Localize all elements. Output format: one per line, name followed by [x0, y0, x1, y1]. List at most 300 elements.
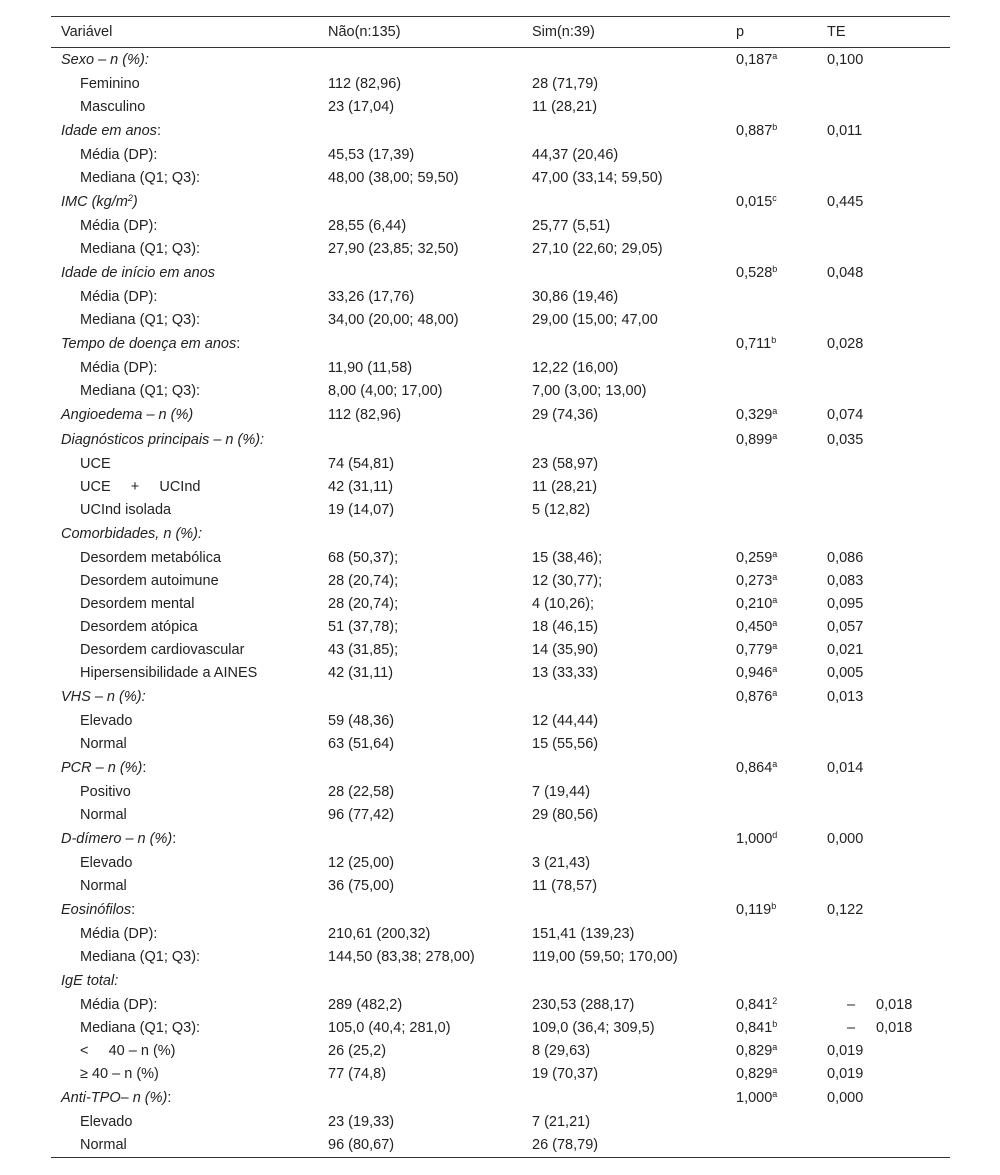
table-row [51, 733, 950, 756]
group-label-colon: : [156, 123, 161, 139]
cell-p [726, 994, 817, 1017]
cell-variable [51, 261, 318, 286]
cell-nao: 36 (75,00) [328, 878, 395, 894]
row-label: Feminino [80, 76, 140, 92]
table-row [51, 804, 950, 827]
p-value: 0,259 [736, 550, 773, 566]
cell-variable [51, 499, 318, 522]
cell-te [817, 380, 950, 403]
cell-nao [318, 685, 522, 710]
cell-variable [51, 570, 318, 593]
cell-sim: 4 (10,26); [532, 596, 595, 612]
table-group-row [51, 119, 950, 144]
row-label: Normal [80, 807, 127, 823]
cell-nao: 28,55 (6,44) [328, 218, 407, 234]
table-group-row [51, 190, 950, 215]
cell-te: 0,100 [827, 52, 864, 68]
cell-sim: 230,53 (288,17) [532, 997, 635, 1013]
cell-nao [318, 969, 522, 994]
group-label-colon: : [131, 902, 136, 918]
p-footnote-marker: a [772, 1089, 778, 1099]
cell-te: 0,021 [827, 642, 864, 658]
cell-sim: 25,77 (5,51) [532, 218, 611, 234]
cell-te: 0,011 [827, 123, 863, 139]
cell-sim: 11 (28,21) [532, 479, 598, 495]
group-label: Sexo – n (%): [61, 52, 149, 68]
table-row [51, 1017, 950, 1040]
table-row [51, 144, 950, 167]
cell-sim: 11 (78,57) [532, 878, 598, 894]
cell-nao [318, 522, 522, 547]
cell-nao: 11,90 (11,58) [328, 360, 413, 376]
cell-nao [318, 261, 522, 286]
cell-p [726, 1063, 817, 1086]
p-footnote-marker: a [772, 431, 778, 441]
cell-p [726, 1086, 817, 1111]
cell-sim: 44,37 (20,46) [532, 147, 619, 163]
cell-sim: 15 (38,46); [532, 550, 603, 566]
cell-te: 0,014 [827, 760, 864, 776]
cell-p [726, 639, 817, 662]
cell-nao: 48,00 (38,00; 59,50) [328, 170, 459, 186]
cell-nao: 105,0 (40,4; 281,0) [328, 1020, 451, 1036]
cell-p [726, 733, 817, 756]
cell-sim [522, 522, 726, 547]
te-value: 0,018 [876, 1020, 913, 1036]
p-footnote-marker: a [772, 664, 778, 674]
cell-sim [522, 428, 726, 453]
cell-nao: 74 (54,81) [328, 456, 395, 472]
group-label: Idade de início em anos [61, 265, 215, 281]
cell-nao: 68 (50,37); [328, 550, 399, 566]
cell-p [726, 96, 817, 119]
row-label: UCE [80, 456, 111, 472]
table-row [51, 380, 950, 403]
p-footnote-marker: b [772, 1019, 778, 1029]
cell-p [726, 662, 817, 685]
cell-te [817, 1134, 950, 1158]
p-value: 0,273 [736, 573, 773, 589]
cell-nao: 27,90 (23,85; 32,50) [328, 241, 459, 257]
cell-variable [51, 1063, 318, 1086]
cell-variable [51, 1134, 318, 1158]
cell-sim: 11 (28,21) [532, 99, 598, 115]
group-label: Angioedema – n (%) [61, 407, 194, 423]
p-footnote-marker: b [771, 901, 777, 911]
cell-variable [51, 662, 318, 685]
cell-te [817, 852, 950, 875]
cell-te [817, 522, 950, 547]
table-group-row [51, 756, 950, 781]
table-row [51, 453, 950, 476]
cell-p [726, 685, 817, 710]
cell-p [726, 428, 817, 453]
cell-sim [522, 261, 726, 286]
row-label: Desordem cardiovascular [80, 642, 245, 658]
cell-sim: 15 (55,56) [532, 736, 599, 752]
cell-p [726, 547, 817, 570]
cell-te [817, 1111, 950, 1134]
cell-p [726, 119, 817, 144]
cell-sim: 29 (80,56) [532, 807, 599, 823]
cell-te [817, 994, 950, 1017]
cell-te: 0,048 [827, 265, 864, 281]
group-label: D-dímero – n (%) [61, 831, 173, 847]
cell-te [817, 733, 950, 756]
row-label: Média (DP): [80, 289, 158, 305]
p-value: 0,015 [736, 194, 773, 210]
cell-p [726, 1111, 817, 1134]
cell-p [726, 215, 817, 238]
table-row [51, 499, 950, 522]
cell-variable [51, 453, 318, 476]
table-row [51, 476, 950, 499]
p-value: 1,000 [736, 831, 773, 847]
cell-sim: 7 (21,21) [532, 1114, 591, 1130]
cell-p [726, 1040, 817, 1063]
cell-te [817, 946, 950, 969]
table-row [51, 662, 950, 685]
group-label: PCR – n (%) [61, 760, 143, 776]
cell-variable [51, 733, 318, 756]
cell-nao: 34,00 (20,00; 48,00) [328, 312, 459, 328]
group-label: Diagnósticos principais – n (%): [61, 432, 265, 448]
row-label: Elevado [80, 855, 133, 871]
cell-sim: 29 (74,36) [532, 407, 599, 423]
cell-te [817, 781, 950, 804]
cell-variable [51, 1086, 318, 1111]
cell-sim [522, 827, 726, 852]
cell-nao: 42 (31,11) [328, 479, 394, 495]
p-value: 0,119 [736, 902, 772, 918]
row-label: Mediana (Q1; Q3): [80, 170, 201, 186]
results-table [51, 16, 950, 1158]
cell-p [726, 946, 817, 969]
row-label: Mediana (Q1; Q3): [80, 949, 201, 965]
cell-variable [51, 215, 318, 238]
te-dash: – [847, 997, 856, 1013]
table-group-row [51, 898, 950, 923]
cell-te: 0,028 [827, 336, 864, 352]
cell-te [817, 969, 950, 994]
cell-nao: 28 (22,58) [328, 784, 395, 800]
cell-nao [318, 1086, 522, 1111]
cell-sim: 109,0 (36,4; 309,5) [532, 1020, 655, 1036]
cell-nao [318, 119, 522, 144]
cell-p [726, 616, 817, 639]
table-row [51, 96, 950, 119]
cell-variable [51, 309, 318, 332]
cell-nao: 19 (14,07) [328, 502, 395, 518]
cell-p [726, 167, 817, 190]
p-footnote-marker: a [772, 549, 778, 559]
p-value: 0,899 [736, 432, 773, 448]
cell-nao: 8,00 (4,00; 17,00) [328, 383, 443, 399]
cell-te: 0,083 [827, 573, 864, 589]
table-row [51, 238, 950, 261]
cell-p [726, 453, 817, 476]
table-group-row [51, 522, 950, 547]
row-label: Normal [80, 1137, 127, 1153]
cell-p [726, 476, 817, 499]
cell-te: 0,086 [827, 550, 864, 566]
row-label: Normal [80, 878, 127, 894]
p-footnote-marker: a [772, 1065, 778, 1075]
cell-p [726, 923, 817, 946]
cell-variable [51, 1040, 318, 1063]
cell-nao: 23 (19,33) [328, 1114, 395, 1130]
p-value: 0,187 [736, 52, 773, 68]
cell-variable [51, 238, 318, 261]
cell-variable [51, 827, 318, 852]
cell-p [726, 1017, 817, 1040]
p-footnote-marker: 2 [772, 996, 778, 1006]
cell-sim: 23 (58,97) [532, 456, 599, 472]
cell-te: 0,005 [827, 665, 864, 681]
group-label: IgE total: [61, 973, 119, 989]
cell-p [726, 380, 817, 403]
table-group-row [51, 685, 950, 710]
cell-te: 0,057 [827, 619, 864, 635]
cell-te: 0,074 [827, 407, 864, 423]
row-label: UCE + UCInd [80, 479, 201, 495]
cell-variable [51, 96, 318, 119]
table-group-row [51, 403, 950, 428]
cell-p [726, 261, 817, 286]
row-label: Mediana (Q1; Q3): [80, 383, 201, 399]
col-header-variavel: Variável [51, 17, 318, 48]
cell-nao: 289 (482,2) [328, 997, 403, 1013]
cell-nao: 43 (31,85); [328, 642, 399, 658]
table-group-row [51, 827, 950, 852]
group-label-colon: : [172, 831, 177, 847]
cell-variable [51, 48, 318, 74]
cell-te: 0,013 [827, 689, 864, 705]
cell-p [726, 403, 817, 428]
row-label: Normal [80, 736, 127, 752]
table-row [51, 357, 950, 380]
row-label: Média (DP): [80, 926, 158, 942]
cell-variable [51, 428, 318, 453]
p-value: 0,711 [736, 336, 772, 352]
table-row [51, 286, 950, 309]
group-label-superscript: 2 [127, 193, 133, 203]
group-label-colon: : [142, 760, 147, 776]
group-label: Comorbidades, n (%): [61, 526, 203, 542]
cell-te: 0,035 [827, 432, 864, 448]
row-label: Mediana (Q1; Q3): [80, 241, 201, 257]
row-label: Mediana (Q1; Q3): [80, 1020, 201, 1036]
table-row [51, 1063, 950, 1086]
cell-variable [51, 380, 318, 403]
row-label: Desordem atópica [80, 619, 198, 635]
group-label: Idade em anos [61, 123, 157, 139]
cell-te [817, 167, 950, 190]
cell-variable [51, 73, 318, 96]
col-header-p: p [726, 17, 817, 48]
table-row [51, 946, 950, 969]
row-label: Hipersensibilidade a AINES [80, 665, 258, 681]
cell-variable [51, 1111, 318, 1134]
cell-nao: 210,61 (200,32) [328, 926, 431, 942]
p-footnote-marker: a [772, 595, 778, 605]
cell-te [817, 144, 950, 167]
cell-sim: 12 (44,44) [532, 713, 599, 729]
p-footnote-marker: a [772, 688, 778, 698]
cell-p [726, 309, 817, 332]
table-row [51, 875, 950, 898]
cell-p [726, 144, 817, 167]
table-row [51, 994, 950, 1017]
row-label: Desordem metabólica [80, 550, 222, 566]
cell-sim [522, 332, 726, 357]
row-label: Elevado [80, 713, 133, 729]
cell-sim [522, 48, 726, 74]
table-row [51, 167, 950, 190]
p-value: 0,528 [736, 265, 773, 281]
row-label: Mediana (Q1; Q3): [80, 312, 201, 328]
table-group-row [51, 1086, 950, 1111]
p-footnote-marker: a [772, 51, 778, 61]
cell-sim: 151,41 (139,23) [532, 926, 635, 942]
cell-te: 0,019 [827, 1043, 864, 1059]
p-value: 0,829 [736, 1066, 773, 1082]
row-label: Média (DP): [80, 147, 158, 163]
cell-sim: 30,86 (19,46) [532, 289, 619, 305]
cell-sim: 13 (33,33) [532, 665, 599, 681]
cell-te [817, 215, 950, 238]
table-row [51, 852, 950, 875]
cell-p [726, 190, 817, 215]
cell-sim: 19 (70,37) [532, 1066, 599, 1082]
cell-variable [51, 875, 318, 898]
p-value: 0,841 [736, 997, 773, 1013]
cell-p [726, 710, 817, 733]
cell-te [817, 1017, 950, 1040]
cell-variable [51, 119, 318, 144]
cell-nao [318, 898, 522, 923]
row-label: Elevado [80, 1114, 133, 1130]
p-footnote-marker: a [772, 572, 778, 582]
p-footnote-marker: d [772, 830, 778, 840]
p-value: 0,864 [736, 760, 773, 776]
cell-p [726, 593, 817, 616]
cell-variable [51, 994, 318, 1017]
cell-variable [51, 969, 318, 994]
cell-te [817, 96, 950, 119]
row-label: Positivo [80, 784, 131, 800]
cell-nao: 96 (80,67) [318, 1134, 522, 1158]
group-label: IMC (kg/m [61, 194, 128, 210]
row-label: < 40 – n (%) [80, 1043, 176, 1059]
cell-p [726, 875, 817, 898]
table-row [51, 639, 950, 662]
row-label: Desordem autoimune [80, 573, 219, 589]
row-label: Média (DP): [80, 997, 158, 1013]
col-header-sim: Sim(n:39) [522, 17, 726, 48]
cell-sim: 7,00 (3,00; 13,00) [532, 383, 647, 399]
cell-nao: 63 (51,64) [328, 736, 395, 752]
cell-p [726, 286, 817, 309]
table-row [51, 593, 950, 616]
cell-variable [51, 781, 318, 804]
p-footnote-marker: a [772, 618, 778, 628]
cell-p [726, 332, 817, 357]
table-row [51, 1134, 950, 1158]
cell-nao: 144,50 (83,38; 278,00) [328, 949, 475, 965]
cell-nao: 96 (77,42) [328, 807, 395, 823]
p-footnote-marker: b [772, 122, 778, 132]
p-footnote-marker: a [772, 759, 778, 769]
cell-p [726, 756, 817, 781]
row-label: Masculino [80, 99, 146, 115]
cell-te [817, 453, 950, 476]
cell-te [817, 875, 950, 898]
row-label: Média (DP): [80, 360, 158, 376]
p-value: 0,210 [736, 596, 773, 612]
cell-te: 0,095 [827, 596, 864, 612]
row-label: Média (DP): [80, 218, 158, 234]
p-value: 0,887 [736, 123, 773, 139]
table-row [51, 781, 950, 804]
table-row [51, 215, 950, 238]
cell-sim: 18 (46,15) [532, 619, 599, 635]
cell-nao [318, 48, 522, 74]
cell-p [726, 804, 817, 827]
p-footnote-marker: a [772, 1042, 778, 1052]
group-label: Tempo de doença em anos [61, 336, 237, 352]
cell-variable [51, 639, 318, 662]
cell-variable [51, 476, 318, 499]
cell-te [817, 309, 950, 332]
col-header-nao: Não(n:135) [318, 17, 522, 48]
cell-nao: 45,53 (17,39) [328, 147, 415, 163]
cell-variable [51, 286, 318, 309]
col-header-te: TE [817, 17, 950, 48]
cell-variable [51, 332, 318, 357]
cell-p [726, 357, 817, 380]
group-label-colon: : [236, 336, 241, 352]
cell-variable [51, 167, 318, 190]
row-label: Desordem mental [80, 596, 195, 612]
cell-nao [318, 428, 522, 453]
cell-te: 0,445 [827, 194, 864, 210]
p-footnote-marker: a [772, 406, 778, 416]
cell-p [726, 969, 817, 994]
table-row [51, 1040, 950, 1063]
table-group-row [51, 969, 950, 994]
p-footnote-marker: b [772, 264, 778, 274]
cell-sim: 12,22 (16,00) [532, 360, 619, 376]
cell-te: 0,122 [827, 902, 864, 918]
cell-te [817, 357, 950, 380]
cell-nao [318, 190, 522, 215]
p-value: 1,000 [736, 1090, 773, 1106]
cell-variable [51, 946, 318, 969]
cell-sim [522, 756, 726, 781]
cell-nao: 59 (48,36) [328, 713, 395, 729]
cell-sim: 47,00 (33,14; 59,50) [532, 170, 663, 186]
cell-nao: 112 (82,96) [328, 407, 402, 423]
cell-nao: 23 (17,04) [328, 99, 395, 115]
cell-nao [318, 332, 522, 357]
cell-sim: 12 (30,77); [532, 573, 603, 589]
table-row [51, 923, 950, 946]
cell-sim: 8 (29,63) [532, 1043, 591, 1059]
cell-variable [51, 593, 318, 616]
cell-variable [51, 616, 318, 639]
cell-variable [51, 756, 318, 781]
